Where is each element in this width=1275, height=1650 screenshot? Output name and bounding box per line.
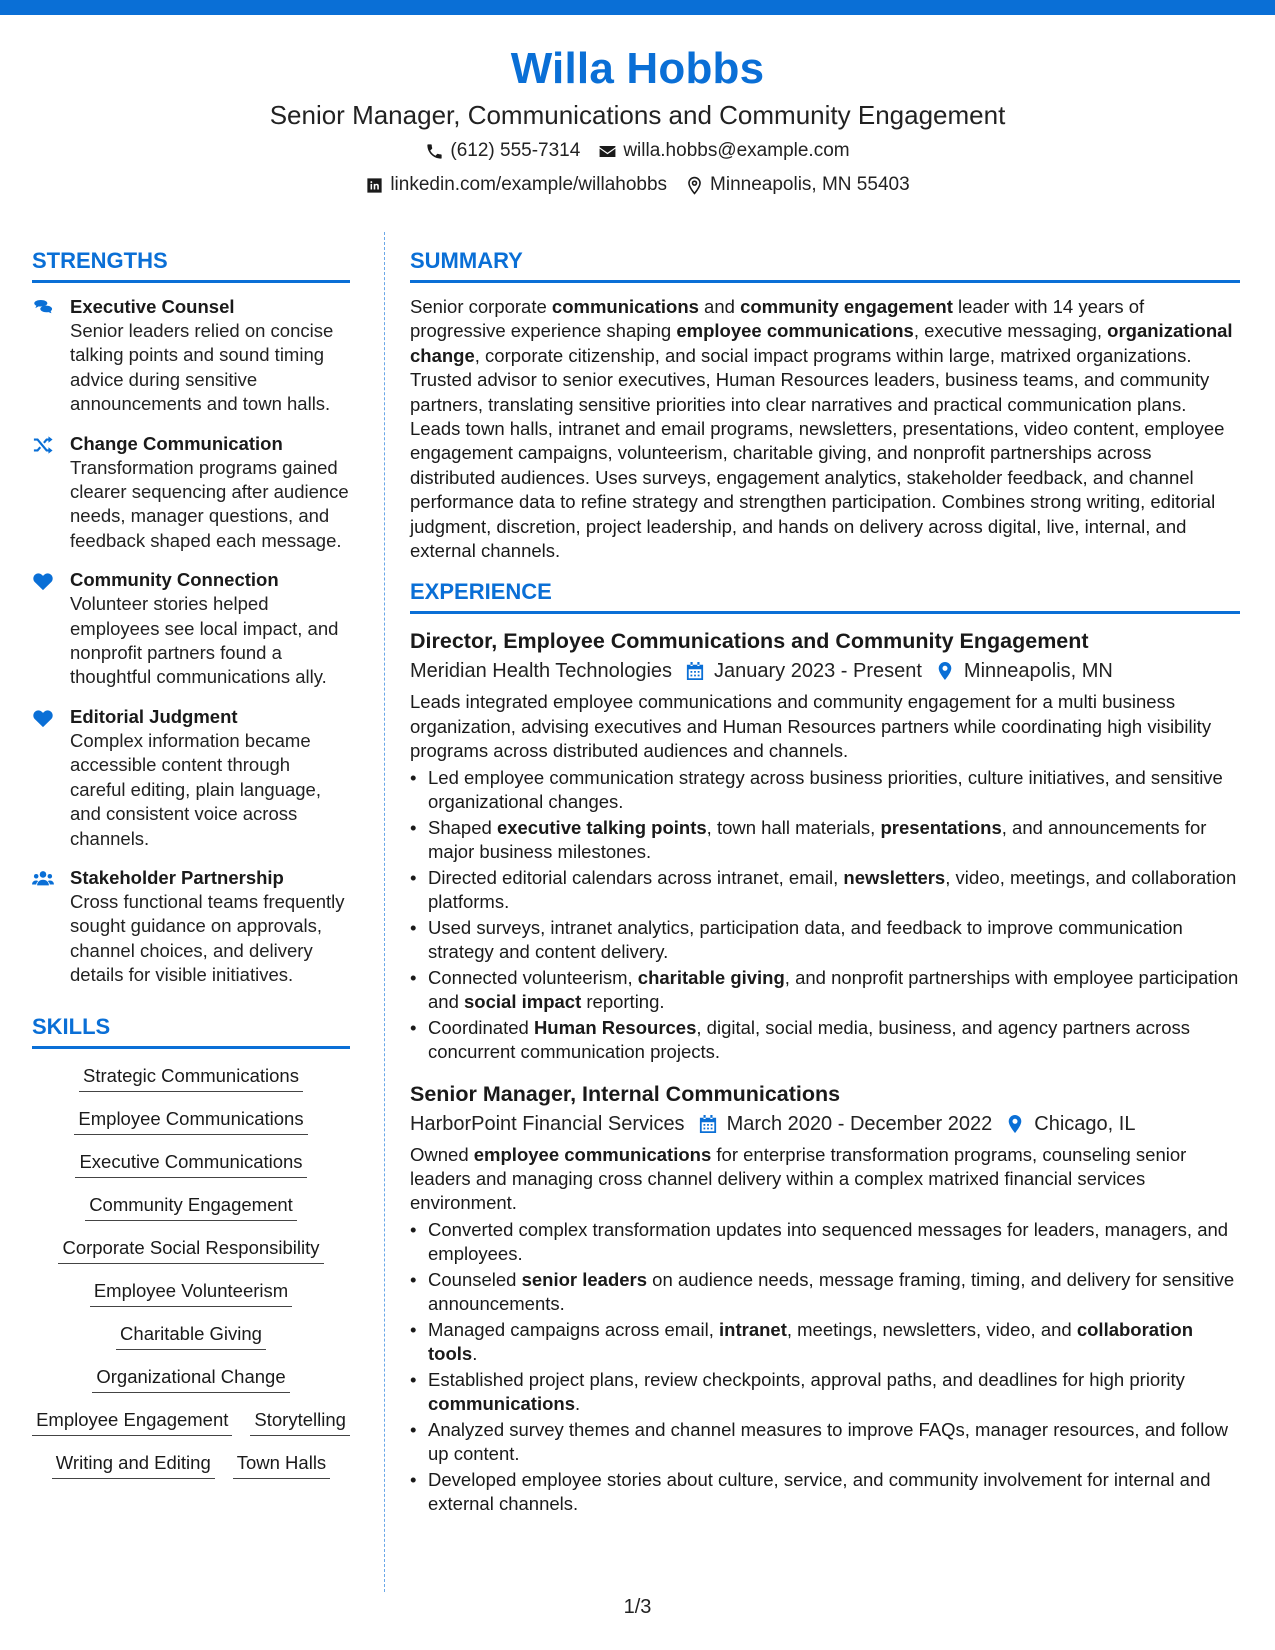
skill-tag: Town Halls [233, 1448, 330, 1479]
summary-text: Senior corporate communications and community engagement leader with 14 years of progressive experience shaping employee communications, executive messaging, organizational change, corporate citizenship, and social impact programs within large, matrixed organizations. Trusted advisor to senior executives, Human Resources leaders, business teams, and community partners, translating sensitive priorities into clear narratives and practical communication plans. Leads town halls, intranet and email programs, newsletters, presentations, video content, employee engagement campaigns, volunteerism, charitable giving, and nonprofit partnerships across distributed audiences. Uses surveys, engagement analytics, stakeholder feedback, and channel performance data to refine strategy and strengthen participation. Combines strong writing, editorial judgment, discretion, project leadership, and hands on delivery across digital, live, internal, and external channels. [410, 296, 1233, 562]
resume-header [0, 42, 1275, 200]
job-bullets [410, 766, 1240, 1065]
skill-tag: Employee Volunteerism [90, 1276, 292, 1307]
strength-description: Transformation programs gained clearer sequencing after audience needs, manager questions, and feedback shaped each message. [70, 456, 349, 551]
job-location: Minneapolis, MN [963, 660, 1113, 683]
skill-tag: Writing and Editing [52, 1448, 215, 1479]
map-pin-icon [1006, 1114, 1024, 1134]
strength-title: Change Communication [70, 432, 283, 454]
job-bullets [410, 1218, 1240, 1517]
right-column [410, 246, 1240, 1531]
job-company: Meridian Health Technologies [410, 660, 673, 683]
job-bullet: • Connected volunteerism, charitable giving, and nonprofit partnerships with employee participation and social impact reporting. [410, 966, 1240, 1015]
phone-icon [425, 142, 444, 161]
job-meta [410, 1109, 1240, 1139]
heart-icon [32, 571, 54, 591]
linkedin-text: linkedin.com/example/willahobbs [390, 174, 668, 195]
job-dates: March 2020 - December 2022 [726, 1112, 993, 1135]
envelope-icon [598, 142, 617, 161]
calendar-icon [686, 661, 704, 681]
job-bullet: • Shaped executive talking points, town hall materials, presentations, and announcements for major business milestones. [410, 816, 1240, 865]
shuffle-icon [32, 435, 54, 455]
skill-tag: Charitable Giving [116, 1319, 266, 1350]
strength-description: Senior leaders relied on concise talking points and sound timing advice during sensitive announcements and town halls. [70, 320, 334, 415]
strength-title: Community Connection [70, 569, 279, 591]
email-contact[interactable] [598, 136, 849, 166]
job-bullet: • Analyzed survey themes and channel measures to improve FAQs, manager resources, and follow up content. [410, 1418, 1240, 1467]
strength-item [32, 705, 350, 851]
strength-description: Cross functional teams frequently sought guidance on approvals, channel choices, and delivery details for visible initiatives. [70, 890, 345, 986]
strength-description: Volunteer stories helped employees see local impact, and nonprofit partners found a thoughtful communications ally. [70, 593, 339, 688]
summary-heading: SUMMARY [410, 246, 1240, 283]
job-bullet: • Led employee communication strategy across business priorities, culture initiatives, and sensitive organizational changes. [410, 766, 1240, 815]
skill-tag: Strategic Communications [79, 1061, 303, 1092]
skill-tag: Employee Engagement [32, 1405, 232, 1436]
skill-tag: Storytelling [250, 1405, 350, 1436]
job-description: Owned employee communications for enterprise transformation programs, counseling senior leaders and managing cross channel delivery within a complex matrixed financial services environment. [410, 1143, 1187, 1214]
strength-item [32, 568, 350, 690]
job-bullet: • Coordinated Human Resources, digital, social media, business, and agency partners across concurrent communication projects. [410, 1016, 1240, 1065]
map-pin-icon [685, 176, 704, 195]
job-entry [410, 1079, 1240, 1517]
strength-item [32, 295, 350, 417]
job-entry [410, 626, 1240, 1064]
left-column [32, 246, 350, 1491]
skill-tag: Corporate Social Responsibility [58, 1233, 323, 1264]
comments-icon [32, 298, 54, 318]
linkedin-icon [365, 176, 384, 195]
strengths-heading: STRENGTHS [32, 246, 350, 283]
top-accent-bar [0, 0, 1275, 15]
job-meta [410, 656, 1240, 686]
skill-tag: Employee Communications [74, 1104, 307, 1135]
strength-title: Stakeholder Partnership [70, 866, 284, 888]
skills-section [32, 1012, 350, 1479]
heart-icon [32, 708, 54, 728]
strength-item [32, 432, 350, 554]
skills-heading: SKILLS [32, 1012, 350, 1049]
contact-row-1 [0, 136, 1275, 166]
location-contact [685, 170, 910, 200]
strength-item [32, 866, 350, 988]
job-bullet: • Used surveys, intranet analytics, participation data, and feedback to improve communication strategy and content delivery. [410, 916, 1240, 965]
email-text: willa.hobbs@example.com [623, 140, 850, 161]
strength-title: Editorial Judgment [70, 705, 238, 727]
job-title: Senior Manager, Internal Communications [410, 1081, 841, 1106]
job-company: HarborPoint Financial Services [410, 1112, 685, 1135]
candidate-name: Willa Hobbs [510, 44, 765, 93]
column-divider [384, 232, 385, 1592]
map-pin-icon [936, 661, 954, 681]
skill-tag: Organizational Change [92, 1362, 289, 1393]
job-location: Chicago, IL [1034, 1112, 1136, 1135]
page-number: 1/3 [623, 1596, 652, 1618]
location-text: Minneapolis, MN 55403 [710, 174, 910, 195]
job-bullet: • Directed editorial calendars across intranet, email, newsletters, video, meetings, and collaboration platforms. [410, 866, 1240, 915]
job-description: Leads integrated employee communications and community engagement for a multi business organization, advising executives and Human Resources partners while coordinating high visibility programs across distributed audiences and channels. [410, 691, 1212, 762]
contact-row-2 [0, 170, 1275, 200]
users-icon [32, 869, 54, 889]
strength-title: Executive Counsel [70, 296, 235, 317]
skill-tag: Executive Communications [75, 1147, 306, 1178]
skill-tag: Community Engagement [85, 1190, 297, 1221]
job-bullet: • Counseled senior leaders on audience needs, message framing, timing, and delivery for sensitive announcements. [410, 1268, 1240, 1317]
job-bullet: • Managed campaigns across email, intranet, meetings, newsletters, video, and collaboration tools. [410, 1318, 1240, 1367]
job-bullet: • Established project plans, review checkpoints, approval paths, and deadlines for high priority communications. [410, 1368, 1240, 1417]
phone-contact[interactable] [425, 136, 580, 166]
job-bullet: • Converted complex transformation updates into sequenced messages for leaders, managers, and employees. [410, 1218, 1240, 1267]
calendar-icon [699, 1114, 717, 1134]
experience-heading: EXPERIENCE [410, 577, 1240, 614]
phone-text: (612) 555-7314 [450, 140, 581, 161]
candidate-headline: Senior Manager, Communications and Community Engagement [269, 100, 1006, 130]
job-title: Director, Employee Communications and Community Engagement [410, 629, 1089, 654]
linkedin-contact[interactable] [365, 170, 667, 200]
job-bullet: • Developed employee stories about culture, service, and community involvement for internal and external channels. [410, 1468, 1240, 1517]
strength-description: Complex information became accessible content through careful editing, plain language, and consistent voice across channels. [70, 729, 321, 849]
job-dates: January 2023 - Present [714, 660, 922, 683]
